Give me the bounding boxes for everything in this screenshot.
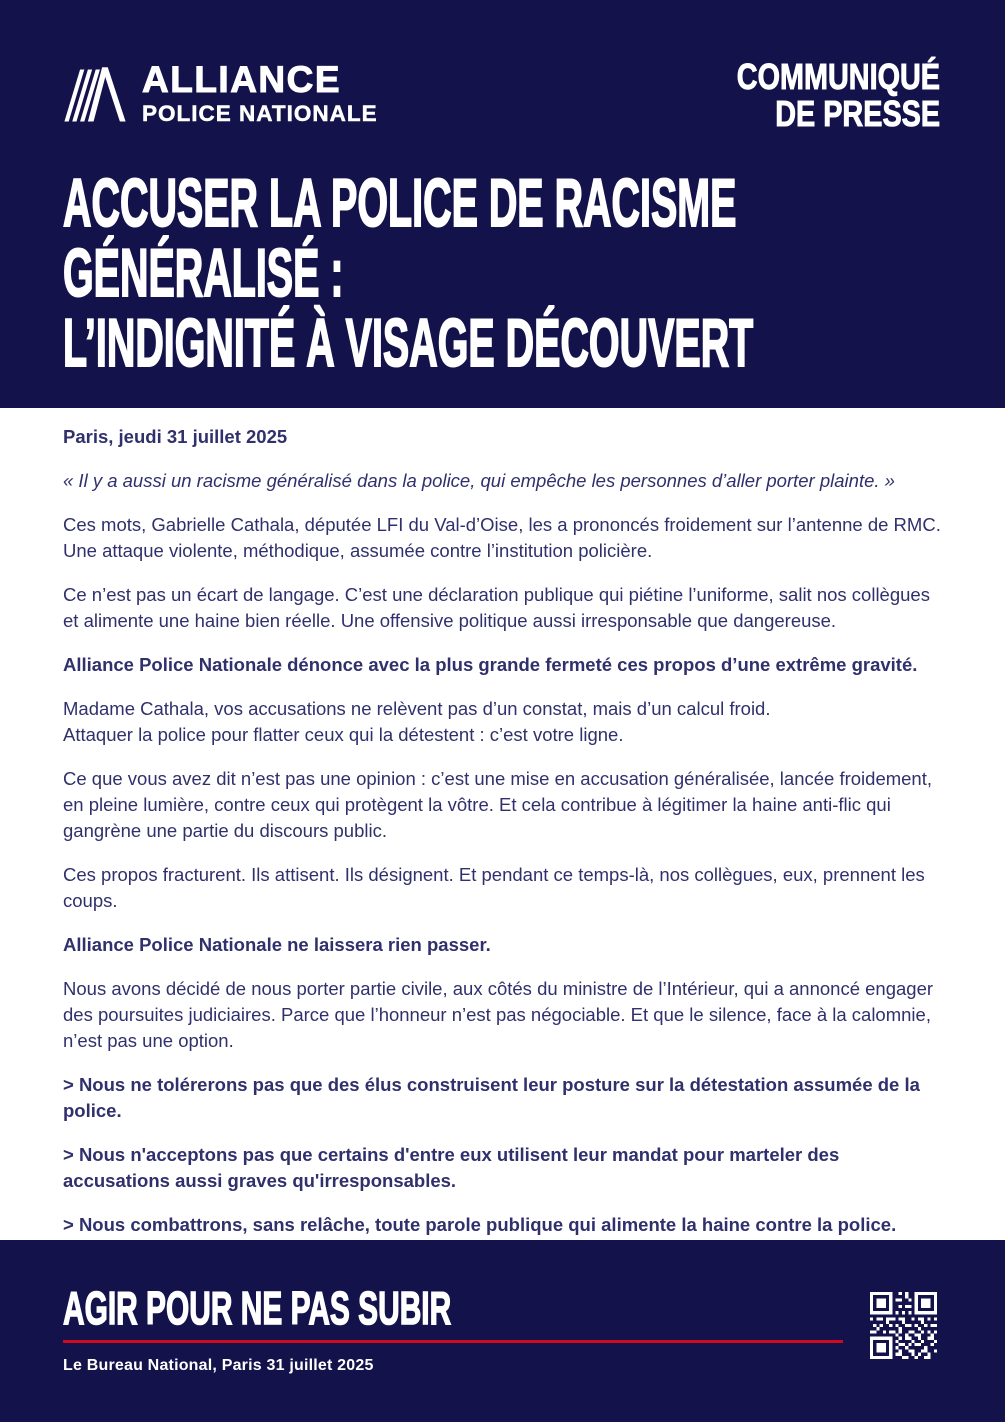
paragraph: Nous avons décidé de nous porter partie civile, aux côtés du ministre de l’Intérieur, qui a annoncé engager des poursuites judiciaires. Parce que l’honneur n’est pas négociable. Et que le silence, face à la calomnie, n’est pas une option.: [63, 978, 934, 1051]
logo-text: [142, 58, 378, 126]
slogan: AGIR POUR NE PAS SUBIR: [63, 1282, 452, 1334]
footer: [0, 1240, 1005, 1422]
red-divider: [63, 1340, 843, 1343]
logo-title: ALLIANCE: [142, 58, 342, 100]
pull-quote: « Il y a aussi un racisme généralisé dans la police, qui empêche les personnes d’aller porter plainte. »: [63, 470, 895, 491]
paragraph: Ce n’est pas un écart de langage. C’est une déclaration publique qui piétine l’uniforme, salit nos collègues et alimente une haine bien réelle. Une offensive politique aussi irresponsable que dangereuse.: [63, 584, 930, 631]
doc-type-line1: COMMUNIQUÉ: [736, 56, 940, 97]
demand-item: > Nous ne tolérerons pas que des élus construisent leur posture sur la détestation assumée de la police.: [63, 1074, 920, 1121]
paragraph: Ce que vous avez dit n’est pas une opinion : c’est une mise en accusation généralisée, lancée froidement, en pleine lumière, contre ceux qui protègent la vôtre. Et cela contribue à légitimer la haine anti-flic qui gangrène une partie du discours public.: [63, 768, 933, 841]
statement-emphasis: Alliance Police Nationale ne laissera rien passer.: [63, 934, 491, 955]
paragraph: [63, 696, 942, 748]
logo-subtitle: POLICE NATIONALE: [142, 100, 378, 126]
header-top-row: [63, 56, 940, 132]
paragraph-line: Attaquer la police pour flatter ceux qui la détestent : c’est votre ligne.: [63, 724, 624, 745]
headline-line2: GÉNÉRALISÉ :: [63, 235, 344, 311]
press-release-body: [0, 408, 1005, 1240]
demand-item: > Nous combattrons, sans relâche, toute parole publique qui alimente la haine contre la police.: [63, 1214, 897, 1235]
paragraph-line: Madame Cathala, vos accusations ne relèvent pas d’un constat, mais d’un calcul froid.: [63, 698, 771, 719]
signature: Le Bureau National, Paris 31 juillet 2025: [63, 1357, 374, 1374]
dateline: Paris, jeudi 31 juillet 2025: [63, 426, 288, 447]
alliance-logo: [63, 56, 378, 130]
headline-line3: L’INDIGNITÉ À VISAGE DÉCOUVERT: [63, 305, 754, 381]
paragraph: Ces propos fracturent. Ils attisent. Ils désignent. Et pendant ce temps-là, nos collègues, eux, prennent les coups.: [63, 864, 925, 911]
statement-emphasis: Alliance Police Nationale dénonce avec la plus grande fermeté ces propos d’une extrême gravité.: [63, 654, 918, 675]
qr-code-icon: [870, 1292, 937, 1359]
headline-line1: ACCUSER LA POLICE DE RACISME: [63, 165, 737, 241]
demand-item: > Nous n'acceptons pas que certains d'entre eux utilisent leur mandat pour marteler des accusations aussi graves qu'irresponsables.: [63, 1144, 840, 1191]
paragraph: Ces mots, Gabrielle Cathala, députée LFI du Val-d’Oise, les a prononcés froidement sur l’antenne de RMC. Une attaque violente, méthodique, assumée contre l’institution policière.: [63, 514, 941, 561]
headline: [63, 165, 940, 381]
doc-type-line2: DE PRESSE: [775, 93, 940, 134]
header: [0, 0, 1005, 408]
document-type-label: [686, 58, 940, 132]
footer-left: [63, 1282, 843, 1422]
alliance-a-icon: [63, 56, 127, 130]
